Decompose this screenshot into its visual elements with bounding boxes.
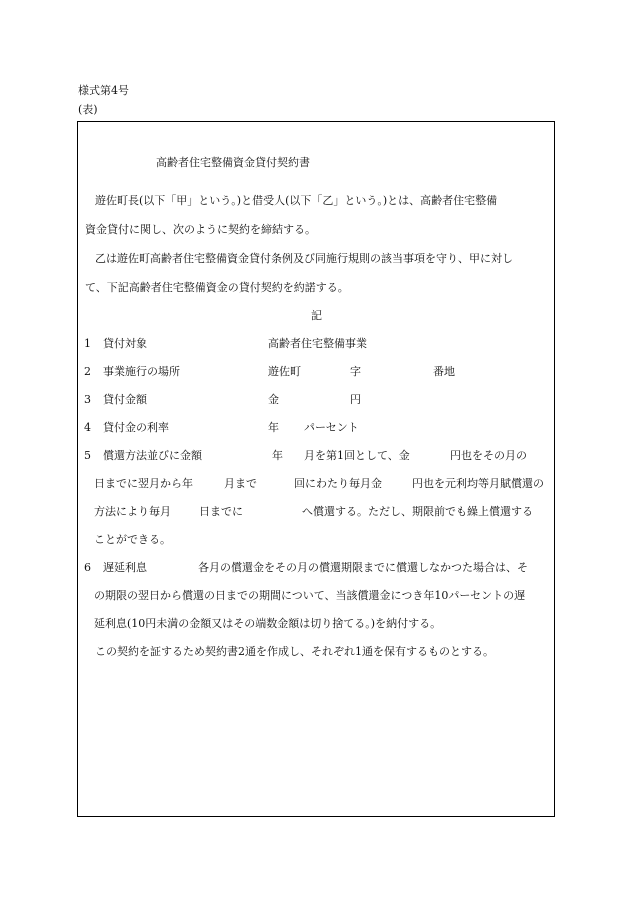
item-value: 番地 — [433, 365, 455, 378]
item-label: 償還方法並びに金額 — [103, 449, 202, 462]
ki-heading: 記 — [311, 309, 322, 322]
item6-text: 延利息(10円未満の金額又はその端数金額は切り捨てる。)を納付する。 — [94, 617, 442, 630]
item-value: 円 — [350, 393, 361, 406]
item-number: 4 — [84, 421, 91, 434]
item-value: 高齢者住宅整備事業 — [268, 337, 367, 350]
item6-text: 各月の償還金をその月の償還期限までに償還しなかつた場合は、そ — [198, 561, 528, 574]
item5-text: 日までに — [199, 505, 243, 518]
item5-text: 月まで — [224, 477, 257, 490]
item6-text: の期限の翌日から償還の日までの期間について、当該償還金につき年10パーセントの遅 — [94, 589, 526, 602]
item-label: 貸付対象 — [103, 337, 147, 350]
item5-text: 年 — [272, 449, 283, 462]
item-label: 貸付金額 — [103, 393, 147, 406]
item5-text: 日までに翌月から年 — [94, 477, 193, 490]
intro-line-4: て、下記高齢者住宅整備資金の貸付契約を約諾する。 — [85, 281, 349, 294]
form-number: 様式第4号 — [78, 84, 129, 97]
contract-frame: 高齢者住宅整備資金貸付契約書 遊佐町長(以下「甲」という。)と借受人(以下「乙」という。)とは、高齢者住宅整備 資金貸付に関し、次のように契約を締結する。 乙は遊佐町高齢者住宅整備資金貸付条例及び同施行規則の該当事項を守り、甲に対し て、下記高齢者住宅整備資金の貸付契約を約諾する。 記 1 貸付対象 高齢者住宅整備事業 2 事業施行の場所 遊佐町 字 番地 3 貸付金額 金 円 4 貸付金の利率 年 パーセント 5 償還方法並びに金額 年 月を第1回として、金 円也をその月の 日までに翌月から年 月まで 回にわたり毎月金 円也を元利均等月賦償還の 方法により毎月 日までに へ償還する。ただし、期限前でも繰上償還する ことができる。 6 遅延利息 各月の償還金をその月の償還期限までに償還しなかつた場合は、そ の期限の翌日から償還の日までの期間について、当該償還金につき年10パーセントの遅 延利息(10円未満の金額又はその端数金額は切り捨てる。)を納付する。 この契約を証するため契約書2通を作成し、それぞれ1通を保有するものとする。 — [77, 121, 555, 817]
intro-line-1: 遊佐町長(以下「甲」という。)と借受人(以下「乙」という。)とは、高齢者住宅整備 — [95, 194, 498, 207]
intro-line-2: 資金貸付に関し、次のように契約を締結する。 — [85, 223, 316, 236]
item-label: 遅延利息 — [103, 561, 147, 574]
item-number: 6 — [84, 561, 91, 574]
form-side-label: (表) — [78, 103, 98, 116]
item5-text: へ償還する。ただし、期限前でも繰上償還する — [302, 505, 533, 518]
item-number: 2 — [84, 365, 91, 378]
item5-text: 月を第1回として、金 — [304, 449, 410, 462]
item-value: 遊佐町 — [268, 365, 301, 378]
item-number: 5 — [84, 449, 91, 462]
item5-text: 方法により毎月 — [94, 505, 171, 518]
item-label: 貸付金の利率 — [103, 421, 169, 434]
item-value: 年 — [268, 421, 279, 434]
intro-line-3: 乙は遊佐町高齢者住宅整備資金貸付条例及び同施行規則の該当事項を守り、甲に対し — [95, 252, 513, 265]
item-value: 字 — [350, 365, 361, 378]
item5-text: 円也をその月の — [450, 449, 527, 462]
item5-text: 円也を元利均等月賦償還の — [412, 477, 544, 490]
item-number: 1 — [84, 337, 91, 350]
item-label: 事業施行の場所 — [103, 365, 180, 378]
item-value: 金 — [268, 393, 279, 406]
item-number: 3 — [84, 393, 91, 406]
item5-text: ことができる。 — [94, 533, 171, 546]
item5-text: 回にわたり毎月金 — [294, 477, 382, 490]
item-value: パーセント — [304, 421, 359, 434]
closing-clause: この契約を証するため契約書2通を作成し、それぞれ1通を保有するものとする。 — [95, 645, 494, 658]
